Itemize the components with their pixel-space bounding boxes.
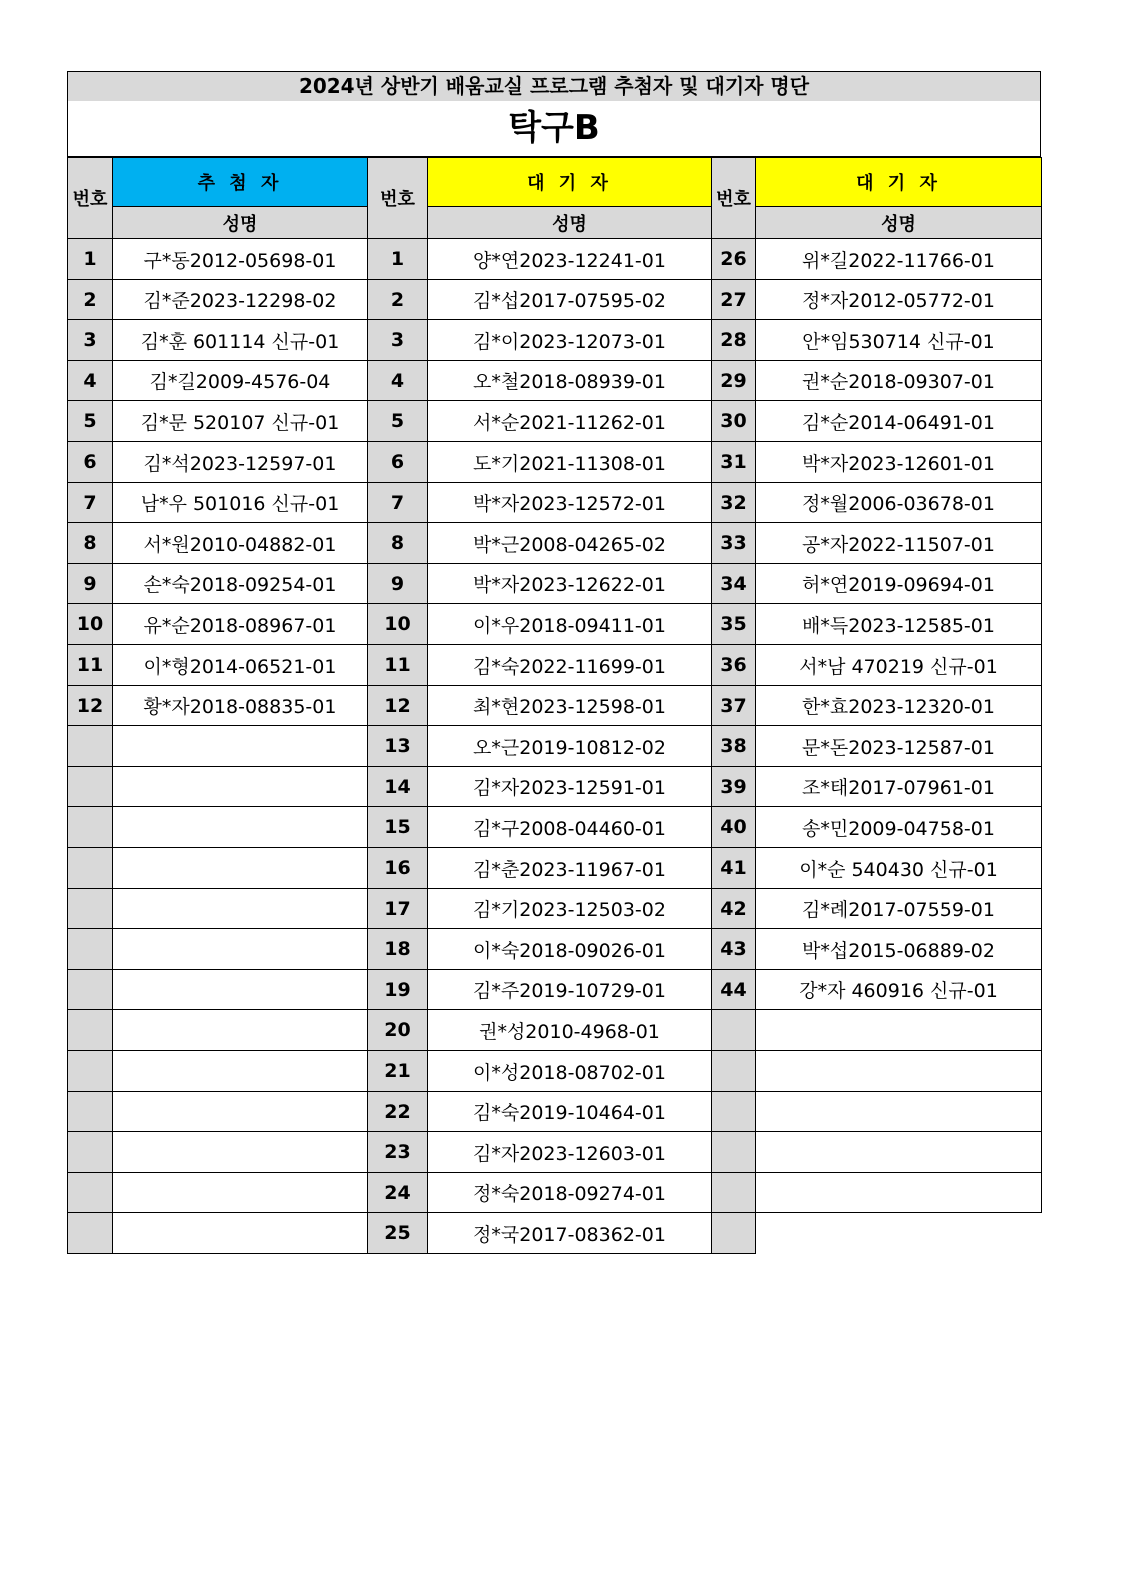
waitlist-name: 정*자2012-05772-01 [755,279,1042,320]
waitlist-row-number: 1 [367,238,428,280]
waitlist-name: 박*자2023-12601-01 [755,441,1042,483]
waitlist-name: 이*성2018-08702-01 [427,1050,712,1092]
waitlist-row-number [711,1131,756,1173]
waitlist-name: 공*자2022-11507-01 [755,522,1042,564]
waitlist-row-number: 9 [367,563,428,604]
waitlist-row-number: 27 [711,279,756,320]
winner-row-number: 2 [67,279,113,320]
winner-name [112,969,368,1010]
waitlist-row-number: 37 [711,685,756,726]
waitlist-name: 서*순2021-11262-01 [427,400,712,442]
waitlist-name: 김*례2017-07559-01 [755,888,1042,929]
winner-row-number: 11 [67,644,113,686]
waitlist-name: 정*월2006-03678-01 [755,482,1042,523]
waitlist-name: 배*득2023-12585-01 [755,603,1042,645]
waitlist-name: 김*순2014-06491-01 [755,400,1042,442]
waitlist-row-number: 29 [711,360,756,401]
waitlist-name: 박*자2023-12622-01 [427,563,712,604]
winner-name: 김*석2023-12597-01 [112,441,368,483]
waitlist-header: 대 기 자 [427,157,712,207]
waitlist-row-number: 24 [367,1172,428,1213]
waitlist-row-number: 34 [711,563,756,604]
waitlist-name: 도*기2021-11308-01 [427,441,712,483]
winner-row-number: 1 [67,238,113,280]
waitlist-row-number: 21 [367,1050,428,1092]
waitlist-row-number: 14 [367,766,428,807]
waitlist-row-number: 15 [367,806,428,848]
winner-row-number [67,725,113,767]
waitlist-row-number: 13 [367,725,428,767]
waitlist-row-number: 35 [711,603,756,645]
waitlist-name: 한*효2023-12320-01 [755,685,1042,726]
winner-name [112,1131,368,1173]
winner-name [112,1091,368,1132]
waitlist-name: 권*성2010-4968-01 [427,1009,712,1051]
winner-row-number: 7 [67,482,113,523]
waitlist-name: 허*연2019-09694-01 [755,563,1042,604]
waitlist-row-number: 41 [711,847,756,889]
waitlist-row-number: 3 [367,319,428,361]
waitlist-row-number: 12 [367,685,428,726]
program-subtitle: 탁구B [67,101,1041,157]
document-title: 2024년 상반기 배움교실 프로그램 추첨자 및 대기자 명단 [67,71,1041,101]
winner-name: 서*원2010-04882-01 [112,522,368,564]
waitlist-name: 김*숙2019-10464-01 [427,1091,712,1132]
waitlist-name: 김*섭2017-07595-02 [427,279,712,320]
waitlist-name: 강*자 460916 신규-01 [755,969,1042,1010]
waitlist-row-number: 5 [367,400,428,442]
waitlist-name: 박*자2023-12572-01 [427,482,712,523]
waitlist-row-number: 39 [711,766,756,807]
winner-name: 김*준2023-12298-02 [112,279,368,320]
waitlist-row-number: 31 [711,441,756,483]
number-header: 번호 [711,157,756,239]
waitlist-name: 김*자2023-12603-01 [427,1131,712,1173]
waitlist-name: 박*섭2015-06889-02 [755,928,1042,970]
waitlist-row-number: 2 [367,279,428,320]
waitlist-row-number [711,1091,756,1132]
number-header: 번호 [367,157,428,239]
waitlist-name: 위*길2022-11766-01 [755,238,1042,280]
winner-name: 황*자2018-08835-01 [112,685,368,726]
waitlist-name: 김*이2023-12073-01 [427,319,712,361]
waitlist-name: 송*민2009-04758-01 [755,806,1042,848]
waitlist-name: 김*기2023-12503-02 [427,888,712,929]
waitlist-name: 안*임530714 신규-01 [755,319,1042,361]
waitlist-name [755,1091,1042,1132]
winner-name: 이*형2014-06521-01 [112,644,368,686]
waitlist-row-number: 32 [711,482,756,523]
winner-row-number [67,1050,113,1092]
waitlist-row-number: 43 [711,928,756,970]
waitlist-name: 박*근2008-04265-02 [427,522,712,564]
winner-row-number [67,888,113,929]
waitlist-row-number: 22 [367,1091,428,1132]
winner-name: 손*숙2018-09254-01 [112,563,368,604]
winner-name [112,806,368,848]
waitlist-row-number: 18 [367,928,428,970]
waitlist-name [755,1009,1042,1051]
waitlist-row-number: 17 [367,888,428,929]
number-header: 번호 [67,157,113,239]
waitlist-row-number: 26 [711,238,756,280]
waitlist-row-number: 6 [367,441,428,483]
winner-name: 유*순2018-08967-01 [112,603,368,645]
winner-row-number: 3 [67,319,113,361]
winner-row-number [67,766,113,807]
winner-row-number: 6 [67,441,113,483]
waitlist-row-number: 20 [367,1009,428,1051]
waitlist-row-number [711,1172,756,1213]
winner-name [112,1009,368,1051]
winner-name [112,928,368,970]
winner-row-number [67,1131,113,1173]
waitlist-row-number: 36 [711,644,756,686]
waitlist-name: 조*태2017-07961-01 [755,766,1042,807]
waitlist-row-number: 30 [711,400,756,442]
winner-row-number [67,1091,113,1132]
waitlist-name: 서*남 470219 신규-01 [755,644,1042,686]
winner-name: 김*길2009-4576-04 [112,360,368,401]
waitlist-name: 정*숙2018-09274-01 [427,1172,712,1213]
winner-name: 김*문 520107 신규-01 [112,400,368,442]
waitlist-name [755,1131,1042,1173]
winner-name [112,766,368,807]
waitlist-row-number: 7 [367,482,428,523]
waitlist-row-number [711,1050,756,1092]
winner-row-number [67,1212,113,1254]
waitlist-name [755,1050,1042,1092]
waitlist-name: 오*근2019-10812-02 [427,725,712,767]
name-header: 성명 [427,206,712,239]
waitlist-name: 오*철2018-08939-01 [427,360,712,401]
winner-name [112,847,368,889]
waitlist-row-number: 11 [367,644,428,686]
winner-name [112,1172,368,1213]
waitlist-name: 김*구2008-04460-01 [427,806,712,848]
waitlist-name: 양*연2023-12241-01 [427,238,712,280]
winner-name [112,725,368,767]
waitlist-name: 김*춘2023-11967-01 [427,847,712,889]
waitlist-row-number: 38 [711,725,756,767]
winner-row-number: 8 [67,522,113,564]
winner-row-number: 10 [67,603,113,645]
winner-row-number [67,847,113,889]
waitlist-row-number: 10 [367,603,428,645]
waitlist-name: 김*자2023-12591-01 [427,766,712,807]
winner-row-number [67,806,113,848]
waitlist-row-number: 40 [711,806,756,848]
winner-row-number [67,1009,113,1051]
winner-name: 구*동2012-05698-01 [112,238,368,280]
waitlist-row-number: 44 [711,969,756,1010]
winners-header: 추 첨 자 [112,157,368,207]
winner-row-number: 12 [67,685,113,726]
winner-row-number: 9 [67,563,113,604]
waitlist-row-number: 42 [711,888,756,929]
waitlist-name: 이*숙2018-09026-01 [427,928,712,970]
winner-name [112,1050,368,1092]
waitlist-name: 문*돈2023-12587-01 [755,725,1042,767]
winner-name [112,1212,368,1254]
waitlist-row-number: 28 [711,319,756,361]
winner-name [112,888,368,929]
waitlist-row-number: 16 [367,847,428,889]
waitlist-name: 이*순 540430 신규-01 [755,847,1042,889]
winner-row-number: 5 [67,400,113,442]
winner-row-number [67,928,113,970]
winner-name: 남*우 501016 신규-01 [112,482,368,523]
waitlist-row-number: 33 [711,522,756,564]
waitlist-name [755,1172,1042,1213]
name-header: 성명 [112,206,368,239]
waitlist-header: 대 기 자 [755,157,1042,207]
waitlist-row-number [711,1212,756,1254]
winner-name: 김*훈 601114 신규-01 [112,319,368,361]
winner-row-number: 4 [67,360,113,401]
waitlist-name: 이*우2018-09411-01 [427,603,712,645]
waitlist-row-number: 25 [367,1212,428,1254]
waitlist-row-number: 8 [367,522,428,564]
waitlist-row-number: 4 [367,360,428,401]
waitlist-row-number: 19 [367,969,428,1010]
waitlist-name: 김*주2019-10729-01 [427,969,712,1010]
winner-row-number [67,969,113,1010]
name-header: 성명 [755,206,1042,239]
waitlist-name: 권*순2018-09307-01 [755,360,1042,401]
waitlist-row-number: 23 [367,1131,428,1173]
waitlist-name: 최*현2023-12598-01 [427,685,712,726]
winner-row-number [67,1172,113,1213]
waitlist-name: 정*국2017-08362-01 [427,1212,712,1254]
waitlist-row-number [711,1009,756,1051]
waitlist-name: 김*숙2022-11699-01 [427,644,712,686]
